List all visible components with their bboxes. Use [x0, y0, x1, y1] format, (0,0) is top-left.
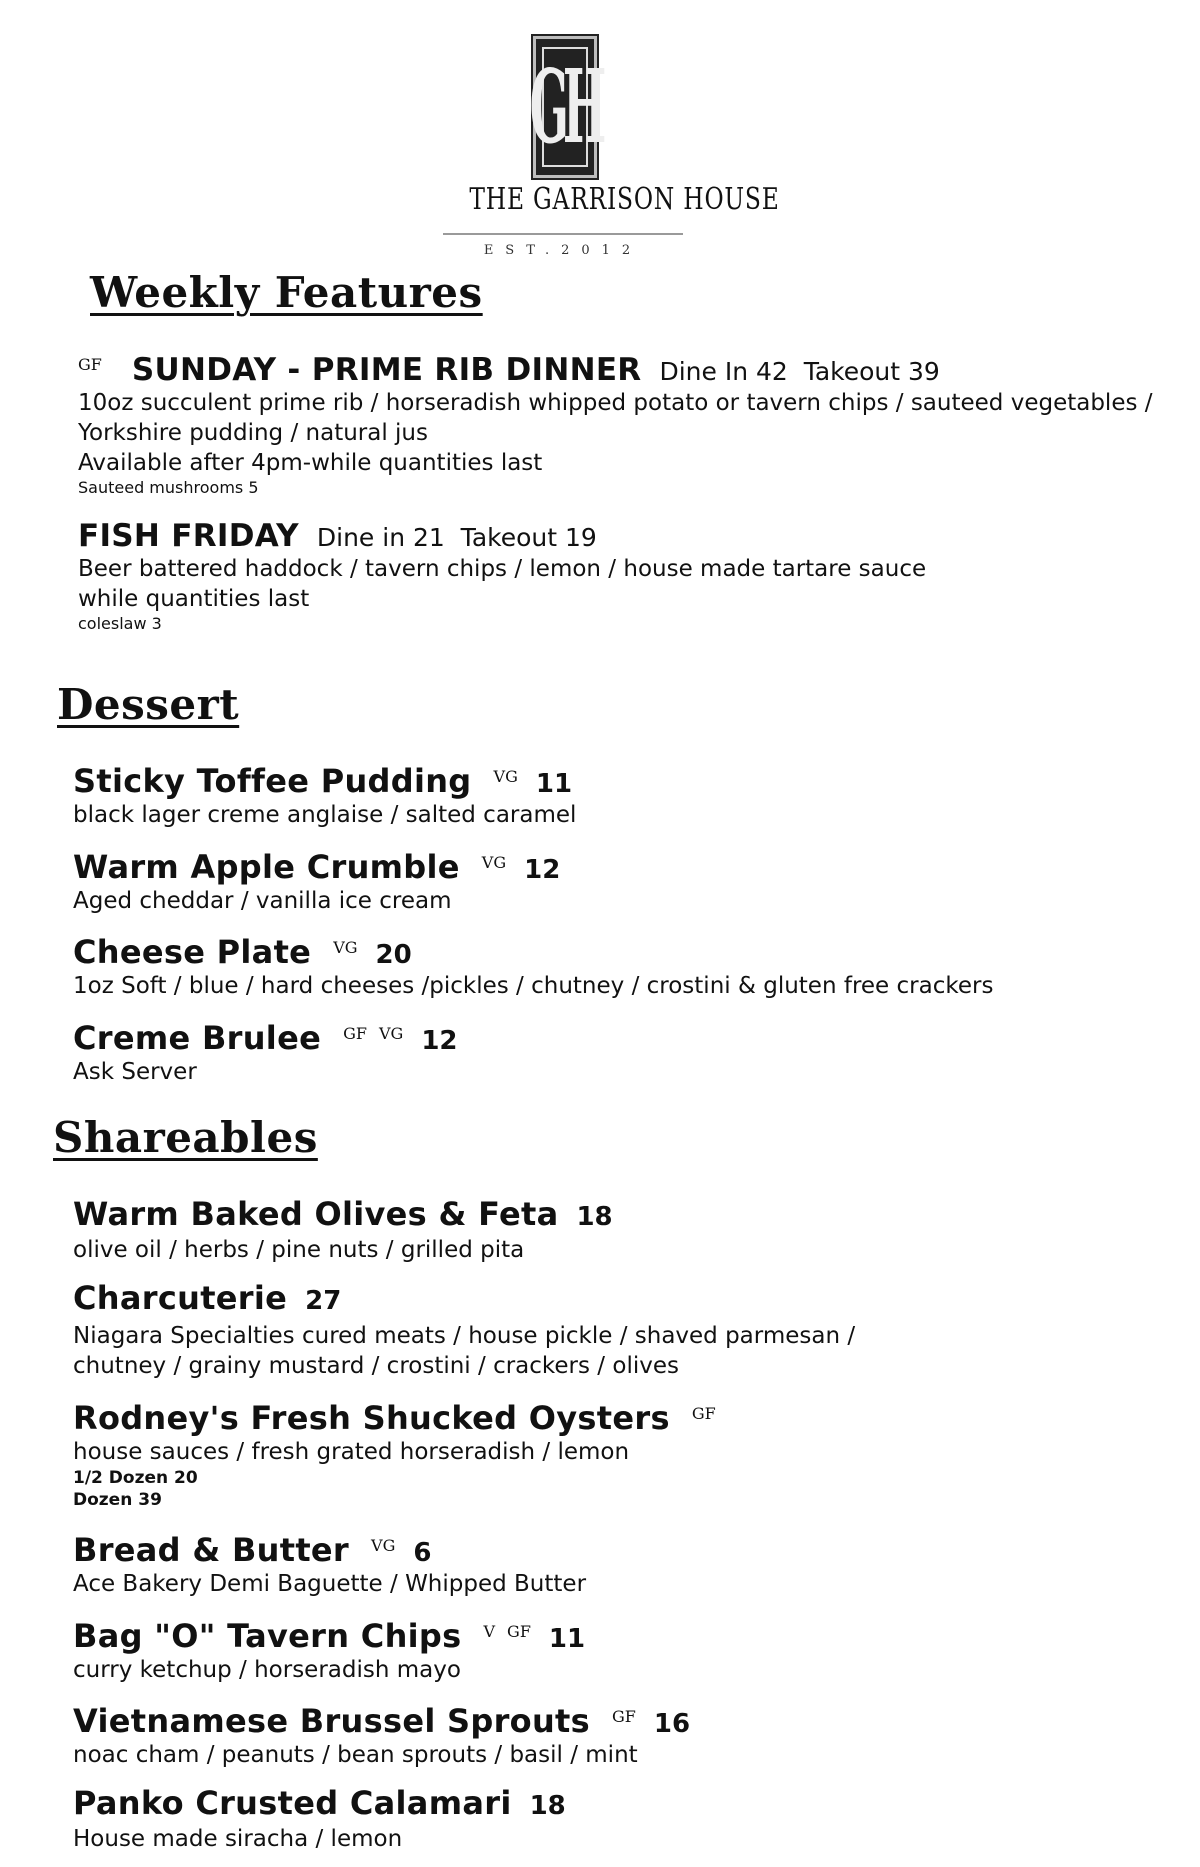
- weekly-features-title: Weekly Features: [90, 268, 483, 317]
- shareable-item: [73, 1279, 855, 1381]
- item-name: Cheese Plate: [73, 933, 312, 971]
- logo-name: THE GARRISON HOUSE: [469, 182, 780, 217]
- shareable-item: [73, 1784, 566, 1854]
- item-price: 11: [535, 769, 573, 799]
- item-price: 18: [529, 1791, 566, 1821]
- item-name: Rodney's Fresh Shucked Oysters: [73, 1399, 670, 1437]
- item-desc: olive oil / herbs / pine nuts / grilled pita: [73, 1237, 525, 1263]
- shareable-item: [73, 1399, 716, 1511]
- vg-tag: VG: [493, 767, 518, 786]
- item-desc: House made siracha / lemon: [73, 1826, 403, 1852]
- item-desc: Aged cheddar / vanilla ice cream: [73, 888, 452, 914]
- item-name: Sticky Toffee Pudding: [73, 762, 472, 800]
- item-desc: Yorkshire pudding / natural jus: [78, 420, 428, 446]
- item-desc: Ask Server: [73, 1059, 197, 1085]
- shareable-item: [73, 1702, 690, 1770]
- item-name: Panko Crusted Calamari: [73, 1784, 512, 1822]
- vg-tag: VG: [481, 853, 507, 872]
- monogram-letters: GH: [529, 47, 601, 167]
- dessert-item: [73, 1019, 458, 1087]
- item-desc: noac cham / peanuts / bean sprouts / basil / mint: [73, 1742, 638, 1768]
- shareable-item: [73, 1531, 586, 1599]
- item-price: 20: [375, 940, 412, 970]
- vg-tag: VG: [371, 1536, 396, 1555]
- item-name: Charcuterie: [73, 1279, 288, 1317]
- item-option: Dozen 39: [73, 1490, 162, 1510]
- logo-divider: [443, 233, 683, 235]
- item-desc: 1oz Soft / blue / hard cheeses /pickles / chutney / crostini & gluten free crackers: [73, 973, 994, 999]
- item-desc: while quantities last: [78, 586, 310, 612]
- shareable-item: [73, 1617, 585, 1685]
- item-desc: house sauces / fresh grated horseradish / lemon: [73, 1439, 630, 1465]
- gf-tag: GF: [507, 1622, 531, 1641]
- item-price: 11: [548, 1624, 586, 1654]
- item-price: 16: [653, 1709, 691, 1739]
- item-desc: Available after 4pm-while quantities last: [78, 450, 543, 476]
- item-desc: Beer battered haddock / tavern chips / lemon / house made tartare sauce: [78, 556, 927, 582]
- item-desc: curry ketchup / horseradish mayo: [73, 1657, 461, 1683]
- item-addon: coleslaw 3: [78, 614, 162, 633]
- item-price: 12: [421, 1026, 458, 1056]
- gf-tag: GF: [612, 1707, 636, 1726]
- item-name: SUNDAY - PRIME RIB DINNER: [131, 352, 642, 388]
- item-desc: chutney / grainy mustard / crostini / crackers / olives: [73, 1353, 679, 1379]
- item-desc: Ace Bakery Demi Baguette / Whipped Butter: [73, 1571, 587, 1597]
- item-name: Warm Apple Crumble: [73, 848, 460, 886]
- item-price: 12: [524, 855, 561, 885]
- item-price: 27: [305, 1286, 342, 1316]
- shareable-item: [73, 1195, 613, 1265]
- item-price: Dine in 21 Takeout 19: [316, 523, 597, 552]
- item-name: FISH FRIDAY: [78, 518, 299, 554]
- item-name: Creme Brulee: [73, 1019, 322, 1057]
- dessert-item: [73, 848, 560, 916]
- logo-established: EST.2012: [483, 243, 643, 258]
- v-tag: V: [483, 1622, 496, 1641]
- vg-tag: VG: [378, 1024, 404, 1043]
- dessert-item: [73, 762, 576, 830]
- dessert-title: Dessert: [57, 680, 240, 729]
- gf-tag: GF: [691, 1404, 716, 1423]
- item-addon: Sauteed mushrooms 5: [78, 478, 259, 497]
- gh-monogram: [529, 36, 601, 178]
- shareables-title: Shareables: [53, 1113, 318, 1162]
- item-name: Bread & Butter: [73, 1531, 350, 1569]
- item-name: Bag "O" Tavern Chips: [73, 1617, 462, 1655]
- item-desc: black lager creme anglaise / salted caramel: [73, 802, 577, 828]
- item-name: Vietnamese Brussel Sprouts: [73, 1702, 590, 1740]
- fish-friday-feature: [78, 518, 926, 634]
- item-price: 6: [413, 1538, 432, 1568]
- item-desc: 10oz succulent prime rib / horseradish whipped potato or tavern chips / sauteed vegetables /: [78, 390, 1153, 416]
- gf-tag: GF: [78, 355, 102, 374]
- item-price: 18: [576, 1202, 613, 1232]
- item-desc: Niagara Specialties cured meats / house pickle / shaved parmesan /: [73, 1323, 856, 1349]
- item-name: Warm Baked Olives & Feta: [73, 1195, 559, 1233]
- vg-tag: VG: [333, 938, 358, 957]
- dessert-item: [73, 933, 993, 1001]
- prime-rib-feature: [78, 352, 1153, 498]
- item-price: Dine In 42 Takeout 39: [659, 357, 940, 386]
- gf-tag: GF: [343, 1024, 367, 1043]
- item-option: 1/2 Dozen 20: [73, 1468, 198, 1488]
